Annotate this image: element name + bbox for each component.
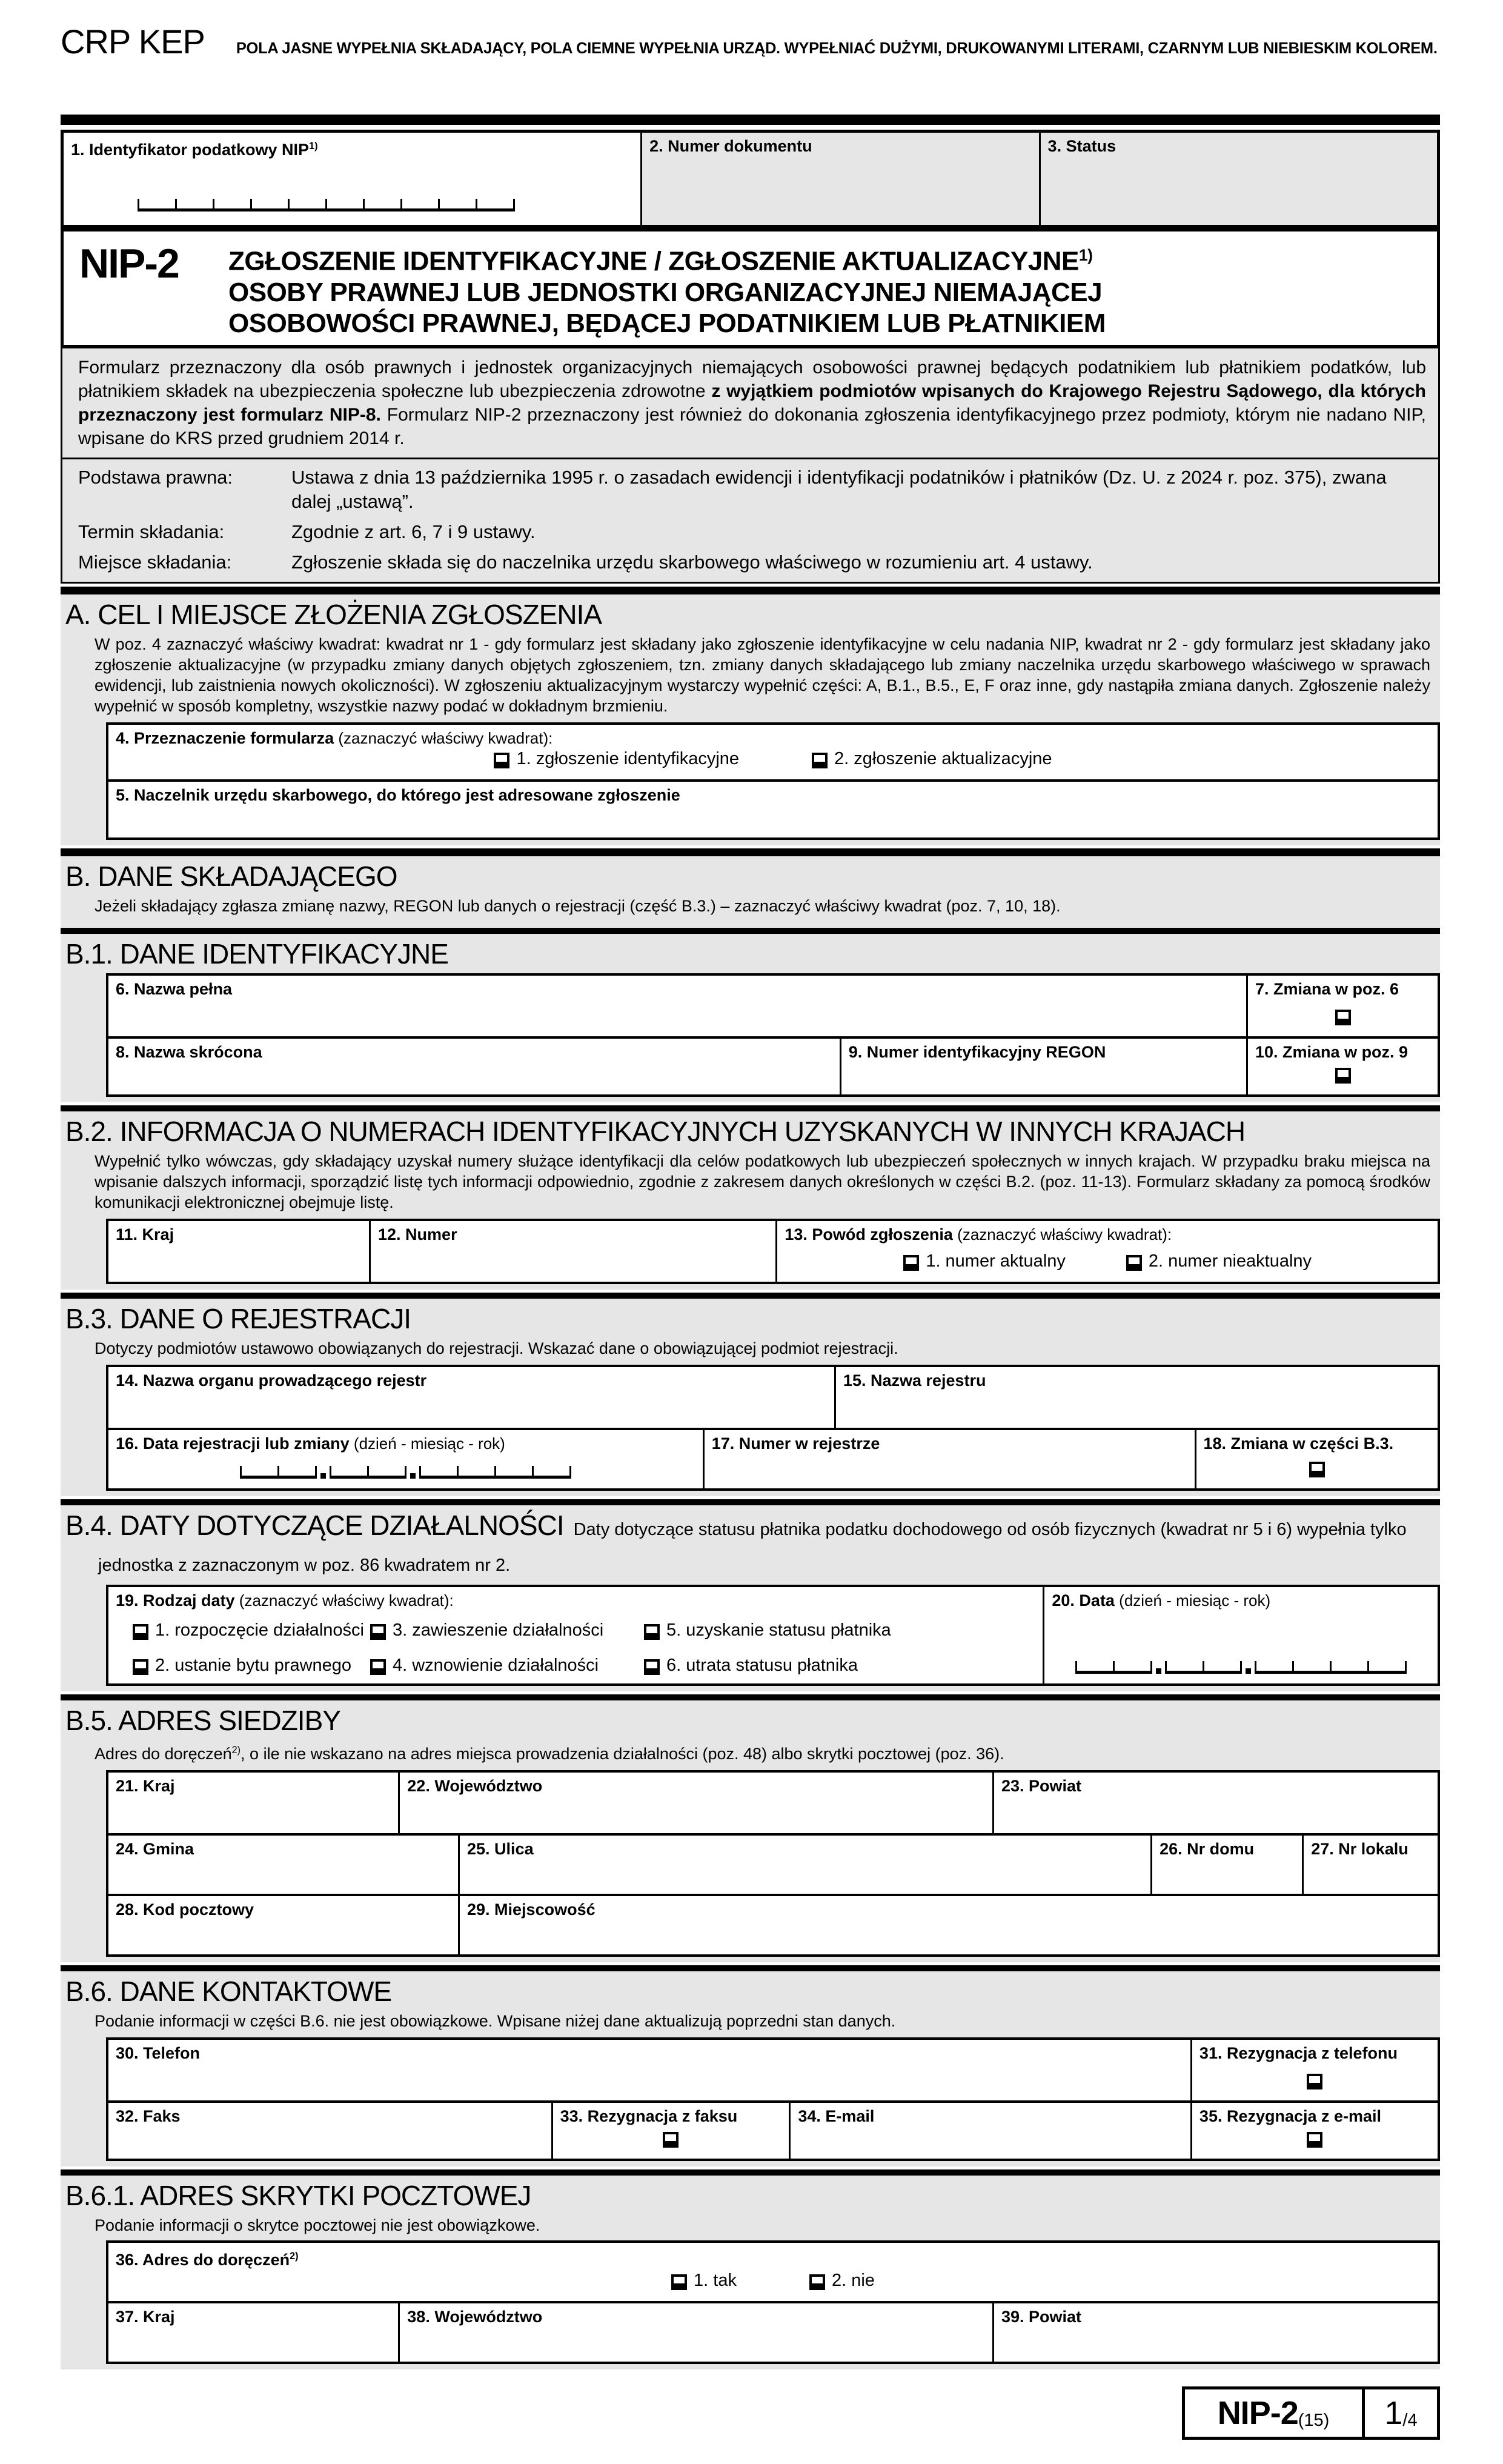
field-32-label: 32. Faks [116, 2106, 181, 2125]
field-23-label: 23. Powiat [1001, 1776, 1082, 1795]
checkbox-ustanie-bytu-prawnego[interactable] [133, 1659, 148, 1675]
field-5-label: 5. Naczelnik urzędu skarbowego, do którego jest adresowane zgłoszenie [116, 785, 680, 804]
checkbox-rezygnacja-z-faksu[interactable] [663, 2132, 679, 2148]
field-35-rezygnacja-z-email[interactable] [1190, 2103, 1438, 2159]
date-comb-rejestracja[interactable] [240, 1466, 571, 1479]
section-b2-title: B.2. INFORMACJA O NUMERACH IDENTYFIKACYJNYCH UZYSKANYCH W INNYCH KRAJACH [65, 1115, 1246, 1147]
option-label: 5. uzyskanie statusu płatnika [666, 1620, 891, 1640]
purpose-text-1: Formularz przeznaczony dla osób prawnych i jednostek organizacyjnych niemających osobowości prawnej będących podatnikiem lub płatnikiem podatków, lub płatnikiem składek na ubezpieczenia społeczne lub ubezpieczenia zdrowotne [78, 357, 1426, 401]
section-b-title: B. DANE SKŁADAJĄCEGO [65, 860, 397, 892]
section-b6-fields [106, 2037, 1440, 2161]
year-comb[interactable] [419, 1466, 571, 1479]
note-text-1: Adres do doręczeń [95, 1744, 232, 1763]
form-header [61, 22, 1440, 61]
section-b1-title: B.1. DANE IDENTYFIKACYJNE [65, 937, 448, 970]
field-1-footnote-mark: 1) [309, 141, 318, 152]
field-16-hint: (dzień - miesiąc - rok) [349, 1434, 505, 1453]
section-b61-note: Podanie informacji o skrytce pocztowej nie jest obowiązkowe. [95, 2216, 540, 2234]
year-comb[interactable] [1255, 1661, 1407, 1674]
field-29-label: 29. Miejscowość [467, 1900, 596, 1919]
field-1-nip[interactable] [64, 133, 640, 225]
field-6-nazwa-pelna[interactable] [108, 976, 1246, 1036]
checkbox-rezygnacja-z-telefonu[interactable] [1307, 2074, 1322, 2089]
option-utrata-statusu-platnika[interactable] [644, 1656, 858, 1675]
field-17-numer-w-rejestrze[interactable] [703, 1430, 1195, 1488]
legal-text: Ustawa z dnia 13 października 1995 r. o zasadach ewidencji i identyfikacji podatników i płatników (Dz. U. z 2024 r. poz. 375), zwana dalej „ustawą”. [291, 466, 1387, 512]
field-10-zmiana-w-poz-9[interactable] [1246, 1039, 1438, 1094]
field-22-label: 22. Województwo [407, 1776, 543, 1795]
section-b5 [61, 1694, 1440, 1962]
field-5-naczelnik-urzedu[interactable] [108, 782, 1438, 837]
field-15-nazwa-rejestru[interactable] [834, 1367, 1438, 1428]
field-24-label: 24. Gmina [116, 1839, 194, 1858]
checkbox-uzyskanie-statusu-platnika[interactable] [644, 1624, 660, 1640]
checkbox-wznowienie-dzialalnosci[interactable] [370, 1659, 386, 1675]
section-b61 [61, 2169, 1440, 2369]
date-comb-dzialalnosc[interactable] [1075, 1661, 1407, 1674]
section-b5-title: B.5. ADRES SIEDZIBY [65, 1704, 340, 1736]
section-b1 [61, 928, 1440, 1102]
month-comb[interactable] [1165, 1661, 1242, 1674]
footer-form-version: (15) [1298, 2411, 1330, 2431]
section-b3-note: Dotyczy podmiotów ustawowo obowiązanych do rejestracji. Wskazać dane o obowiązującej podmiot rejestracji. [95, 1339, 898, 1357]
top-fields-row [61, 130, 1440, 228]
section-b2-fields [106, 1219, 1440, 1284]
title-line-3: OSOBOWOŚCI PRAWNEJ, BĘDĄCEJ PODATNIKIEM LUB PŁATNIKIEM [228, 308, 1106, 338]
checkbox-numer-nieaktualny[interactable] [1126, 1255, 1142, 1271]
option-uzyskanie-statusu-platnika[interactable] [644, 1620, 891, 1640]
date-separator-dot [410, 1473, 416, 1479]
legal-row-termin [78, 520, 1426, 544]
field-17-label: 17. Numer w rejestrze [711, 1434, 880, 1453]
title-footnote-mark: 1) [1078, 246, 1093, 264]
section-b3-title: B.3. DANE O REJESTRACJI [65, 1302, 411, 1334]
field-19-label: 19. Rodzaj daty [116, 1591, 235, 1610]
field-2-numer-dokumentu [640, 133, 1038, 225]
checkbox-zgloszenie-aktualizacyjne[interactable] [812, 753, 828, 768]
month-comb[interactable] [330, 1466, 406, 1479]
field-36-label: 36. Adres do doręczeń [116, 2250, 290, 2269]
field-28-kod-pocztowy[interactable] [108, 1896, 458, 1954]
section-a [61, 587, 1440, 845]
field-14-label: 14. Nazwa organu prowadzącego rejestr [116, 1371, 427, 1390]
field-25-label: 25. Ulica [467, 1839, 534, 1858]
field-33-rezygnacja-z-faksu[interactable] [551, 2103, 789, 2159]
date-separator-dot [320, 1473, 326, 1479]
legal-text: Zgłoszenie składa się do naczelnika urzędu skarbowego właściwego w rozumieniu art. 4 ustawy. [291, 551, 1093, 573]
field-4-label: 4. Przeznaczenie formularza [116, 728, 334, 747]
field-7-label: 7. Zmiana w poz. 6 [1255, 979, 1399, 998]
form-title-text [228, 240, 1106, 339]
option-nie[interactable] [809, 2271, 875, 2290]
legal-row-miejsce [78, 550, 1426, 574]
section-b6 [61, 1965, 1440, 2166]
field-11-kraj[interactable] [108, 1221, 369, 1282]
field-18-zmiana-w-czesci-b3[interactable] [1195, 1430, 1438, 1488]
note-footnote-mark: 2) [231, 1744, 241, 1756]
field-19-hint: (zaznaczyć właściwy kwadrat): [234, 1591, 454, 1610]
option-ustanie-bytu-prawnego[interactable] [133, 1656, 370, 1675]
checkbox-rozpoczecie-dzialalnosci[interactable] [133, 1624, 148, 1640]
field-9-regon[interactable] [840, 1039, 1246, 1094]
option-label: 2. numer nieaktualny [1148, 1251, 1312, 1271]
section-b-note: Jeżeli składający zgłasza zmianę nazwy, REGON lub danych o rejestracji (część B.3.) – zaznaczyć właściwy kwadrat (poz. 7, 10, 18). [95, 896, 1061, 915]
section-b5-note [61, 1740, 1440, 1770]
field-27-nr-lokalu[interactable] [1302, 1836, 1438, 1894]
section-b6-note: Podanie informacji w części B.6. nie jest obowiązkowe. Wpisane niżej dane aktualizują poprzedni stan danych. [95, 2011, 896, 2030]
field-35-label: 35. Rezygnacja z e-mail [1199, 2106, 1382, 2125]
field-12-label: 12. Numer [378, 1225, 457, 1244]
footer-page-number: 1 [1384, 2394, 1403, 2431]
field-4-przeznaczenie[interactable] [108, 725, 1438, 779]
option-label: 1. rozpoczęcie działalności [155, 1620, 364, 1640]
form-code-title: NIP-2 [79, 241, 179, 287]
crp-kep-label: CRP KEP [61, 22, 205, 61]
checkbox-utrata-statusu-platnika[interactable] [644, 1659, 660, 1675]
field-21-kraj[interactable] [108, 1773, 398, 1833]
field-26-label: 26. Nr domu [1160, 1839, 1255, 1858]
field-19-rodzaj-daty[interactable] [108, 1587, 1043, 1683]
section-b3 [61, 1293, 1440, 1496]
legal-label: Podstawa prawna: [78, 466, 233, 488]
footer-page-number-box [1365, 2386, 1440, 2440]
legal-basis-block [61, 459, 1440, 584]
section-b6-title: B.6. DANE KONTAKTOWE [65, 1975, 392, 2007]
section-b4 [61, 1499, 1440, 1691]
legal-row-podstawa [78, 465, 1426, 514]
field-39-label: 39. Powiat [1001, 2307, 1082, 2326]
footer-form-code: NIP-2 [1217, 2394, 1298, 2431]
field-36-footnote-mark: 2) [290, 2250, 299, 2262]
option-numer-aktualny[interactable] [903, 1251, 1066, 1271]
field-7-zmiana-w-poz-6[interactable] [1246, 976, 1438, 1036]
section-b1-fields [106, 973, 1440, 1097]
fill-instruction: POLA JASNE WYPEŁNIA SKŁADAJĄCY, POLA CIEMNE WYPEŁNIA URZĄD. WYPEŁNIAĆ DUŻYMI, DRUKOWANYMI LITERAMI, CZARNYM LUB NIEBIESKIM KOLOREM. [236, 40, 1438, 57]
option-label: 6. utrata statusu płatnika [666, 1655, 858, 1675]
field-12-numer[interactable] [369, 1221, 775, 1282]
field-11-label: 11. Kraj [116, 1225, 174, 1244]
section-b [61, 848, 1440, 928]
field-20-data[interactable] [1043, 1587, 1438, 1683]
field-4-hint: (zaznaczyć właściwy kwadrat): [334, 728, 553, 747]
option-zgloszenie-identyfikacyjne[interactable] [494, 749, 739, 768]
option-label: 2. nie [831, 2270, 875, 2290]
field-3-status [1039, 133, 1437, 225]
field-30-label: 30. Telefon [116, 2043, 201, 2062]
field-33-label: 33. Rezygnacja z faksu [560, 2106, 738, 2125]
field-31-rezygnacja-z-telefonu[interactable] [1190, 2040, 1438, 2100]
form-title-block [61, 228, 1440, 348]
field-37-kraj[interactable] [108, 2303, 398, 2362]
day-comb[interactable] [240, 1466, 317, 1479]
field-13-label: 13. Powód zgłoszenia [785, 1225, 953, 1244]
purpose-text-bold: z wyjątkiem podmiotów wpisanych do Krajowego Rejestru Sądowego, dla których przeznaczony jest formularz NIP-8. [78, 381, 1426, 425]
field-21-label: 21. Kraj [116, 1776, 175, 1795]
checkbox-zmiana-w-poz-9[interactable] [1335, 1068, 1351, 1084]
purpose-text-2: Formularz NIP-2 przeznaczony jest również do dokonania zgłoszenia identyfikacyjnego przez podmioty, którym nie nadano NIP, wpisane do KRS przed grudniem 2014 r. [78, 404, 1426, 448]
title-line-2: OSOBY PRAWNEJ LUB JEDNOSTKI ORGANIZACYJNEJ NIEMAJĄCEJ [228, 277, 1103, 307]
option-numer-nieaktualny[interactable] [1126, 1251, 1312, 1271]
field-24-gmina[interactable] [108, 1836, 458, 1894]
option-label: 4. wznowienie działalności [393, 1655, 599, 1675]
field-6-label: 6. Nazwa pełna [116, 979, 233, 998]
field-10-label: 10. Zmiana w poz. 9 [1255, 1042, 1408, 1061]
section-b5-fields [106, 1770, 1440, 1957]
checkbox-zawieszenie-dzialalnosci[interactable] [370, 1624, 386, 1640]
field-8-label: 8. Nazwa skrócona [116, 1042, 262, 1061]
field-23-powiat[interactable] [992, 1773, 1438, 1833]
field-32-faks[interactable] [108, 2103, 551, 2159]
field-13-powod-zgloszenia[interactable] [775, 1221, 1438, 1282]
field-28-label: 28. Kod pocztowy [116, 1900, 254, 1919]
field-34-email[interactable] [789, 2103, 1190, 2159]
field-29-miejscowosc[interactable] [458, 1896, 1438, 1954]
field-1-label: 1. Identyfikator podatkowy NIP [71, 141, 310, 159]
form-purpose-paragraph [61, 348, 1440, 459]
section-b4-title-text: B.4. DATY DOTYCZĄCE DZIAŁALNOŚCI [65, 1509, 564, 1541]
field-20-hint: (dzień - miesiąc - rok) [1114, 1591, 1271, 1610]
title-line-1: ZGŁOSZENIE IDENTYFIKACYJNE / ZGŁOSZENIE AKTUALIZACYJNE$^{1)}$ [228, 246, 1093, 276]
option-label: 1. numer aktualny [926, 1251, 1066, 1271]
legal-label: Termin składania: [78, 521, 225, 542]
date-separator-dot [1246, 1668, 1251, 1674]
option-zgloszenie-aktualizacyjne[interactable] [812, 749, 1052, 768]
nip-comb-cells[interactable] [138, 199, 515, 211]
field-27-label: 27. Nr lokalu [1311, 1839, 1408, 1858]
field-20-label: 20. Data [1052, 1591, 1115, 1610]
field-18-label: 18. Zmiana w części B.3. [1203, 1434, 1394, 1453]
field-37-label: 37. Kraj [116, 2307, 175, 2326]
field-2-label: 2. Numer dokumentu [649, 137, 812, 155]
section-b61-fields [106, 2240, 1440, 2364]
footer-form-code-box [1182, 2386, 1365, 2440]
section-a-paragraph: W poz. 4 zaznaczyć właściwy kwadrat: kwadrat nr 1 - gdy formularz jest składany jako zgłoszenie identyfikacyjne w celu nadania NIP, kwadrat nr 2 - gdy formularz jest składany jako zgłoszenie aktualizacyjne (w przypadku zmiany danych objętych zgłoszeniem, tzn. zmiany danych składającego lub zmiany naczelnika urzędu skarbowego właściwego w sprawach ewidencji, lub zaistnienia nowych okoliczności). W zgłoszeniu aktualizacyjnym wystarczy wypełnić części: A, B.1., B.5., E, F oraz inne, gdy nastąpiła zmiana danych. Zgłoszenie należy wypełnić w sposób kompletny, wszystkie nazwy podać w dokładnym brzmieniu. [95, 634, 1430, 715]
date-separator-dot [1156, 1668, 1161, 1674]
field-38-wojewodztwo[interactable] [398, 2303, 992, 2362]
option-label: 2. zgłoszenie aktualizacyjne [834, 748, 1052, 768]
section-b3-fields [106, 1365, 1440, 1491]
section-b4-title-note: Daty dotyczące statusu płatnika podatku dochodowego od osób fizycznych (kwadrat nr 5 i 6) wypełnia tylko jednostka z zaznaczonym w poz. 86 kwadratem nr 2. [98, 1519, 1407, 1575]
section-b4-title [61, 1505, 1440, 1585]
field-14-nazwa-organu[interactable] [108, 1367, 834, 1428]
option-tak[interactable] [671, 2271, 737, 2290]
section-a-fields [106, 722, 1440, 840]
option-rozpoczecie-dzialalnosci[interactable] [133, 1620, 370, 1640]
option-label: 3. zawieszenie działalności [393, 1620, 604, 1640]
option-wznowienie-dzialalnosci[interactable] [370, 1656, 644, 1675]
field-25-ulica[interactable] [458, 1836, 1150, 1894]
section-b2-paragraph: Wypełnić tylko wówczas, gdy składający uzyskał numery służące identyfikacji dla celów podatkowych lub ubezpieczeń społecznych w innych krajach. W przypadku braku miejsca na wpisanie dalszych informacji, sporządzić listę tych informacji odpowiednio, zgodnie z zakresem danych określonych w części B.2. (poz. 11-13). Formularz składany za pomocą środków komunikacji elektronicznej obejmuje listę. [95, 1151, 1430, 1211]
field-26-nr-domu[interactable] [1150, 1836, 1302, 1894]
field-39-powiat[interactable] [992, 2303, 1438, 2362]
checkbox-tak[interactable] [671, 2274, 687, 2290]
checkbox-numer-aktualny[interactable] [903, 1255, 919, 1271]
field-16-label: 16. Data rejestracji lub zmiany [116, 1434, 350, 1453]
footer-page-total: /4 [1402, 2411, 1418, 2431]
field-36-adres-do-doreczen[interactable] [108, 2243, 1438, 2301]
field-34-label: 34. E-mail [798, 2106, 875, 2125]
legal-text: Zgodnie z art. 6, 7 i 9 ustawy. [291, 521, 536, 542]
nip-digit-comb[interactable] [138, 199, 515, 211]
field-22-wojewodztwo[interactable] [398, 1773, 992, 1833]
section-a-title: A. CEL I MIEJSCE ZŁOŻENIA ZGŁOSZENIA [65, 598, 602, 630]
field-15-label: 15. Nazwa rejestru [843, 1371, 986, 1390]
page-footer [61, 2386, 1440, 2440]
field-13-hint: (zaznaczyć właściwy kwadrat): [952, 1225, 1172, 1244]
field-30-telefon[interactable] [108, 2040, 1190, 2100]
field-8-nazwa-skrocona[interactable] [108, 1039, 840, 1094]
option-label: 1. zgłoszenie identyfikacyjne [516, 748, 740, 768]
field-9-label: 9. Numer identyfikacyjny REGON [848, 1042, 1106, 1061]
field-38-label: 38. Województwo [407, 2307, 543, 2326]
checkbox-zgloszenie-identyfikacyjne[interactable] [494, 753, 509, 768]
legal-label: Miejsce składania: [78, 551, 232, 573]
checkbox-nie[interactable] [809, 2274, 825, 2290]
option-zawieszenie-dzialalnosci[interactable] [370, 1620, 644, 1640]
option-label: 1. tak [694, 2270, 737, 2290]
field-16-data-rejestracji[interactable] [108, 1430, 703, 1488]
day-comb[interactable] [1075, 1661, 1152, 1674]
checkbox-rezygnacja-z-email[interactable] [1307, 2132, 1322, 2148]
section-b61-title: B.6.1. ADRES SKRYTKI POCZTOWEJ [65, 2179, 531, 2211]
note-text-2: , o ile nie wskazano na adres miejsca prowadzenia działalności (poz. 48) albo skrytki pocztowej (poz. 36). [241, 1744, 1004, 1763]
section-b4-fields [106, 1585, 1440, 1686]
field-31-label: 31. Rezygnacja z telefonu [1199, 2043, 1398, 2062]
separator-band-top [61, 115, 1440, 125]
option-label: 2. ustanie bytu prawnego [155, 1655, 352, 1675]
field-3-label: 3. Status [1047, 137, 1116, 155]
checkbox-zmiana-w-poz-6[interactable] [1335, 1010, 1351, 1025]
checkbox-zmiana-w-czesci-b3[interactable] [1309, 1462, 1325, 1477]
section-b2 [61, 1105, 1440, 1290]
